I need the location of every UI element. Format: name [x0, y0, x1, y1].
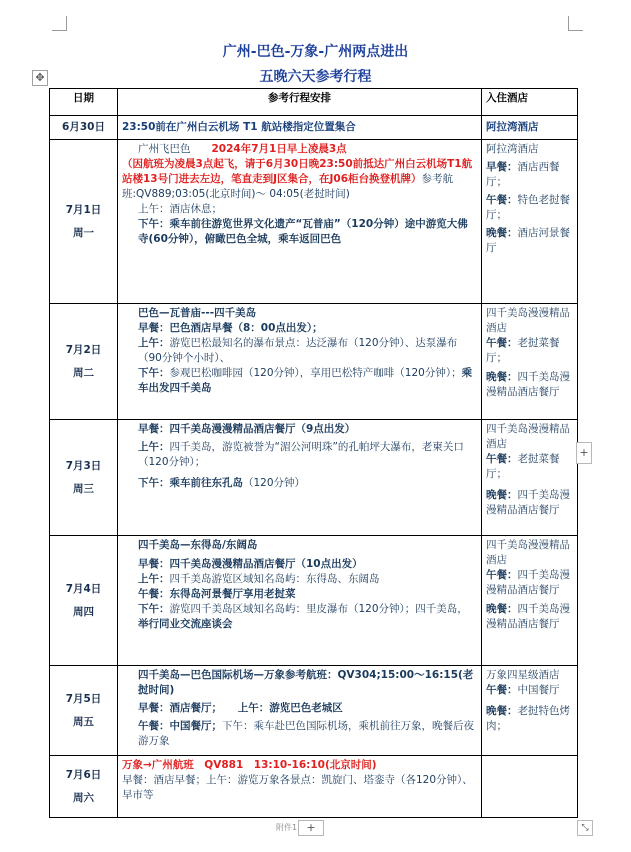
dinner: 四千美岛漫漫精品酒店餐厅 [486, 603, 570, 630]
table-move-handle-icon[interactable]: ✥ [32, 70, 48, 86]
day-heading: 四千美岛—东得岛/东阔岛 [138, 539, 258, 551]
breakfast: 四千美岛漫漫精品酒店餐厅（9点出发） [169, 423, 356, 435]
breakfast: 酒店餐厅； [169, 702, 217, 714]
plan-cell: 万象→广州航班 QV881 13:10-16:10(北京时间) 早餐：酒店早餐；上午：游览万象各景点：凯旋门、塔銮寺（各120分钟）、早市等 [118, 756, 482, 818]
add-row-plus-icon[interactable]: + [576, 442, 592, 464]
date-cell [50, 536, 118, 666]
hotel-cell: 四千美岛漫漫精品酒店 午餐：老挝菜餐厅； 晚餐：四千美岛漫漫精品酒店餐厅 [482, 304, 578, 420]
lunch: 中国餐厅； [169, 720, 222, 732]
hotel-cell: 阿拉湾酒店 [482, 116, 578, 140]
date: 7月6日 [65, 768, 102, 781]
header-date: 日期 [50, 89, 118, 116]
plan-cell: 四千美岛—东得岛/东阔岛 早餐：四千美岛漫漫精品酒店餐厅（10点出发） 上午：四千美岛游览区域知名岛屿：东得岛、东阔岛 午餐：东得岛河景餐厅享用老挝菜 下午：游览四千美岛区域知名岛屿：里皮瀑布（120分钟）；四千美岛，举行同业交流座谈会 [118, 536, 482, 666]
plan-cell: 巴色—瓦普庙---四千美岛 早餐：巴色酒店早餐（8：00点出发）； 上午：游览巴松最知名的瀑布景点：达泛瀑布（120分钟）、达泵瀑布（90分钟个小时）、 下午：参观巴松咖啡园（120分钟），享用巴松特产咖啡（120分钟）；乘车出发四千美岛 [118, 304, 482, 420]
dinner: 老挝特色烤肉； [486, 705, 570, 732]
morning-plan: 游览万象各景点：凯旋门、塔銮寺（各120分钟）、早市等 [122, 774, 473, 801]
weekday: 周五 [73, 715, 94, 728]
plan-cell: 广州飞巴色 2024年7月1日早上凌晨3点 （因航班为凌晨3点起飞，请于6月30日晚23:50前抵达广州白云机场T1航站楼13号门进去左边，笔直走到J区集合，在J06柜台换登机牌）参考航班:QV889;03:05(北京时间)～ 04:05(老挝时间) 上午：酒店休息； 下午：乘车前往游览世界文化遗产“瓦普庙”（120分钟）途中游览大佛寺(60分钟），俯瞰巴色全城，乘车返回巴色 [118, 140, 482, 304]
lunch: 中国餐厅 [517, 684, 560, 696]
morning-plan: 游览巴松最知名的瀑布景点：达泛瀑布（120分钟）、达泵瀑布（90分钟个小时）、 [138, 337, 458, 364]
afternoon-plan: 游览四千美岛区域知名岛屿：里皮瀑布（120分钟）；四千美岛， [169, 603, 468, 615]
margin-corner-top-left [52, 16, 67, 31]
lunch: 四千美岛漫漫精品酒店餐厅 [486, 569, 570, 596]
red-notice: （因航班为凌晨3点起飞，请于6月30日晚23:50前抵达广州白云机场T1航站楼13号门进去左边，笔直走到J区集合，在J06柜台换登机牌） [122, 158, 473, 185]
flight-info: 参考航班:QV889;03:05(北京时间)～ 04:05(老挝时间) [122, 173, 454, 200]
weekday: 周二 [73, 366, 94, 379]
hotel-cell: 四千美岛漫漫精品酒店 午餐：老挝菜餐厅； 晚餐：四千美岛漫漫精品酒店餐厅 [482, 420, 578, 536]
hotel-cell: 万象四星级酒店 午餐：中国餐厅 晚餐：老挝特色烤肉； [482, 666, 578, 756]
morning-plan: 游览巴色老城区 [269, 702, 343, 714]
hotel-cell: 阿拉湾酒店 早餐：酒店西餐厅； 午餐：特色老挝餐厅； 晚餐：酒店河景餐厅 [482, 140, 578, 304]
doc-subtitle: 五晚六天参考行程 [259, 69, 372, 85]
header-hotel: 入住酒店 [482, 89, 578, 116]
itinerary-table [49, 88, 578, 818]
afternoon-transfer: 乘车前往东孔岛 [169, 477, 243, 489]
weekday: 周六 [73, 791, 94, 804]
weekday: 周三 [73, 482, 94, 495]
dinner: 酒店河景餐厅 [486, 227, 570, 254]
hotel-name: 阿拉湾酒店 [486, 143, 539, 155]
date-cell [50, 140, 118, 304]
plan-cell: 早餐：四千美岛漫漫精品酒店餐厅（9点出发） 上午：四千美岛，游览被誉为“湄公河明珠”的孔帕坪大瀑布，老柬关口（120分钟）； 下午：乘车前往东孔岛（120分钟） [118, 420, 482, 536]
route-intro: 广州飞巴色 [138, 143, 191, 155]
plan-cell: 23:50前在广州白云机场 T1 航站楼指定位置集合 [118, 116, 482, 140]
date: 7月3日 [65, 459, 102, 472]
date: 6月30日 [62, 121, 105, 133]
lunch: 特色老挝餐厅； [486, 194, 570, 221]
table-row [50, 666, 578, 756]
date-cell [50, 756, 118, 818]
table-row [50, 420, 578, 536]
table-row [50, 140, 578, 304]
morning-plan: 四千美岛游览区域知名岛屿：东得岛、东阔岛 [169, 573, 380, 585]
day-heading: 巴色—瓦普庙---四千美岛 [138, 307, 257, 319]
table-row [50, 756, 578, 818]
hotel-cell [482, 756, 578, 818]
table-row [50, 536, 578, 666]
breakfast: 巴色酒店早餐（8：00点出发）； [169, 322, 323, 334]
margin-corner-top-right [568, 16, 583, 31]
table-row [50, 116, 578, 140]
date-cell [50, 666, 118, 756]
table-header-row [50, 89, 578, 116]
footer-label: 附件1 [276, 823, 298, 832]
lunch: 东得岛河景餐厅享用老挝菜 [169, 588, 296, 600]
table-resize-handle-icon[interactable]: ⤡ [577, 820, 593, 836]
lunch: 老挝菜餐厅； [486, 337, 560, 364]
date-cell [50, 420, 118, 536]
doc-title: 广州-巴色-万象-广州两点进出 [222, 44, 409, 60]
date-cell [50, 304, 118, 420]
date-cell [50, 116, 118, 140]
plan-cell: 四千美岛—巴色国际机场—万象参考航班：QV304;15:00～16:15(老挝时间) 早餐：酒店餐厅； 上午：游览巴色老城区 午餐：中国餐厅；下午：乘车赴巴色国际机场，乘机前往万象，晚餐后夜游万象 [118, 666, 482, 756]
morning-plan: 四千美岛，游览被誉为“湄公河明珠”的孔帕坪大瀑布，老柬关口（120分钟）； [138, 441, 464, 468]
add-column-plus-icon[interactable]: + [298, 820, 324, 836]
weekday: 周一 [73, 226, 94, 239]
hotel-name: 万象四星级酒店 [486, 669, 560, 681]
header-plan: 参考行程安排 [118, 89, 482, 116]
breakfast: 酒店西餐厅； [486, 161, 560, 188]
date: 7月2日 [65, 343, 102, 356]
breakfast: 四千美岛漫漫精品酒店餐厅（10点出发） [169, 558, 363, 570]
lunch: 老挝菜餐厅； [486, 453, 560, 480]
afternoon-plan: （120分钟） [243, 477, 306, 489]
dinner: 四千美岛漫漫精品酒店餐厅 [486, 371, 570, 398]
day-heading: 四千美岛—巴色国际机场—万象参考航班：QV304;15:00～16:15(老挝时间) [138, 669, 474, 696]
date: 7月1日 [65, 203, 102, 216]
table-row [50, 304, 578, 420]
afternoon-plan: 乘车赴巴色国际机场，乘机前往万象，晚餐后夜游万象 [138, 720, 474, 747]
date: 7月4日 [65, 582, 102, 595]
hotel-name: 四千美岛漫漫精品酒店 [486, 539, 570, 566]
date: 7月5日 [65, 692, 102, 705]
hotel-name: 四千美岛漫漫精品酒店 [486, 423, 570, 450]
afternoon-event: 举行同业交流座谈会 [138, 618, 233, 630]
afternoon-plan: 乘车前往游览世界文化遗产“瓦普庙”（120分钟）途中游览大佛寺(60分钟），俯瞰巴色全城，乘车返回巴色 [138, 218, 468, 245]
breakfast: 酒店早餐； [153, 774, 206, 786]
morning-plan: 酒店休息； [169, 203, 222, 215]
hotel-name: 四千美岛漫漫精品酒店 [486, 307, 570, 334]
return-flight: 万象→广州航班 QV881 13:10-16:10(北京时间) [122, 759, 377, 771]
hotel-cell: 四千美岛漫漫精品酒店 午餐：四千美岛漫漫精品酒店餐厅 晚餐：四千美岛漫漫精品酒店餐厅 [482, 536, 578, 666]
departure-time: 2024年7月1日早上凌晨3点 [211, 143, 347, 155]
afternoon-transfer: 乘车出发四千美岛 [138, 367, 473, 394]
dinner: 四千美岛漫漫精品酒店餐厅 [486, 489, 570, 516]
afternoon-plan: 参观巴松咖啡园（120分钟），享用巴松特产咖啡（120分钟）； [169, 367, 462, 379]
weekday: 周四 [73, 605, 94, 618]
